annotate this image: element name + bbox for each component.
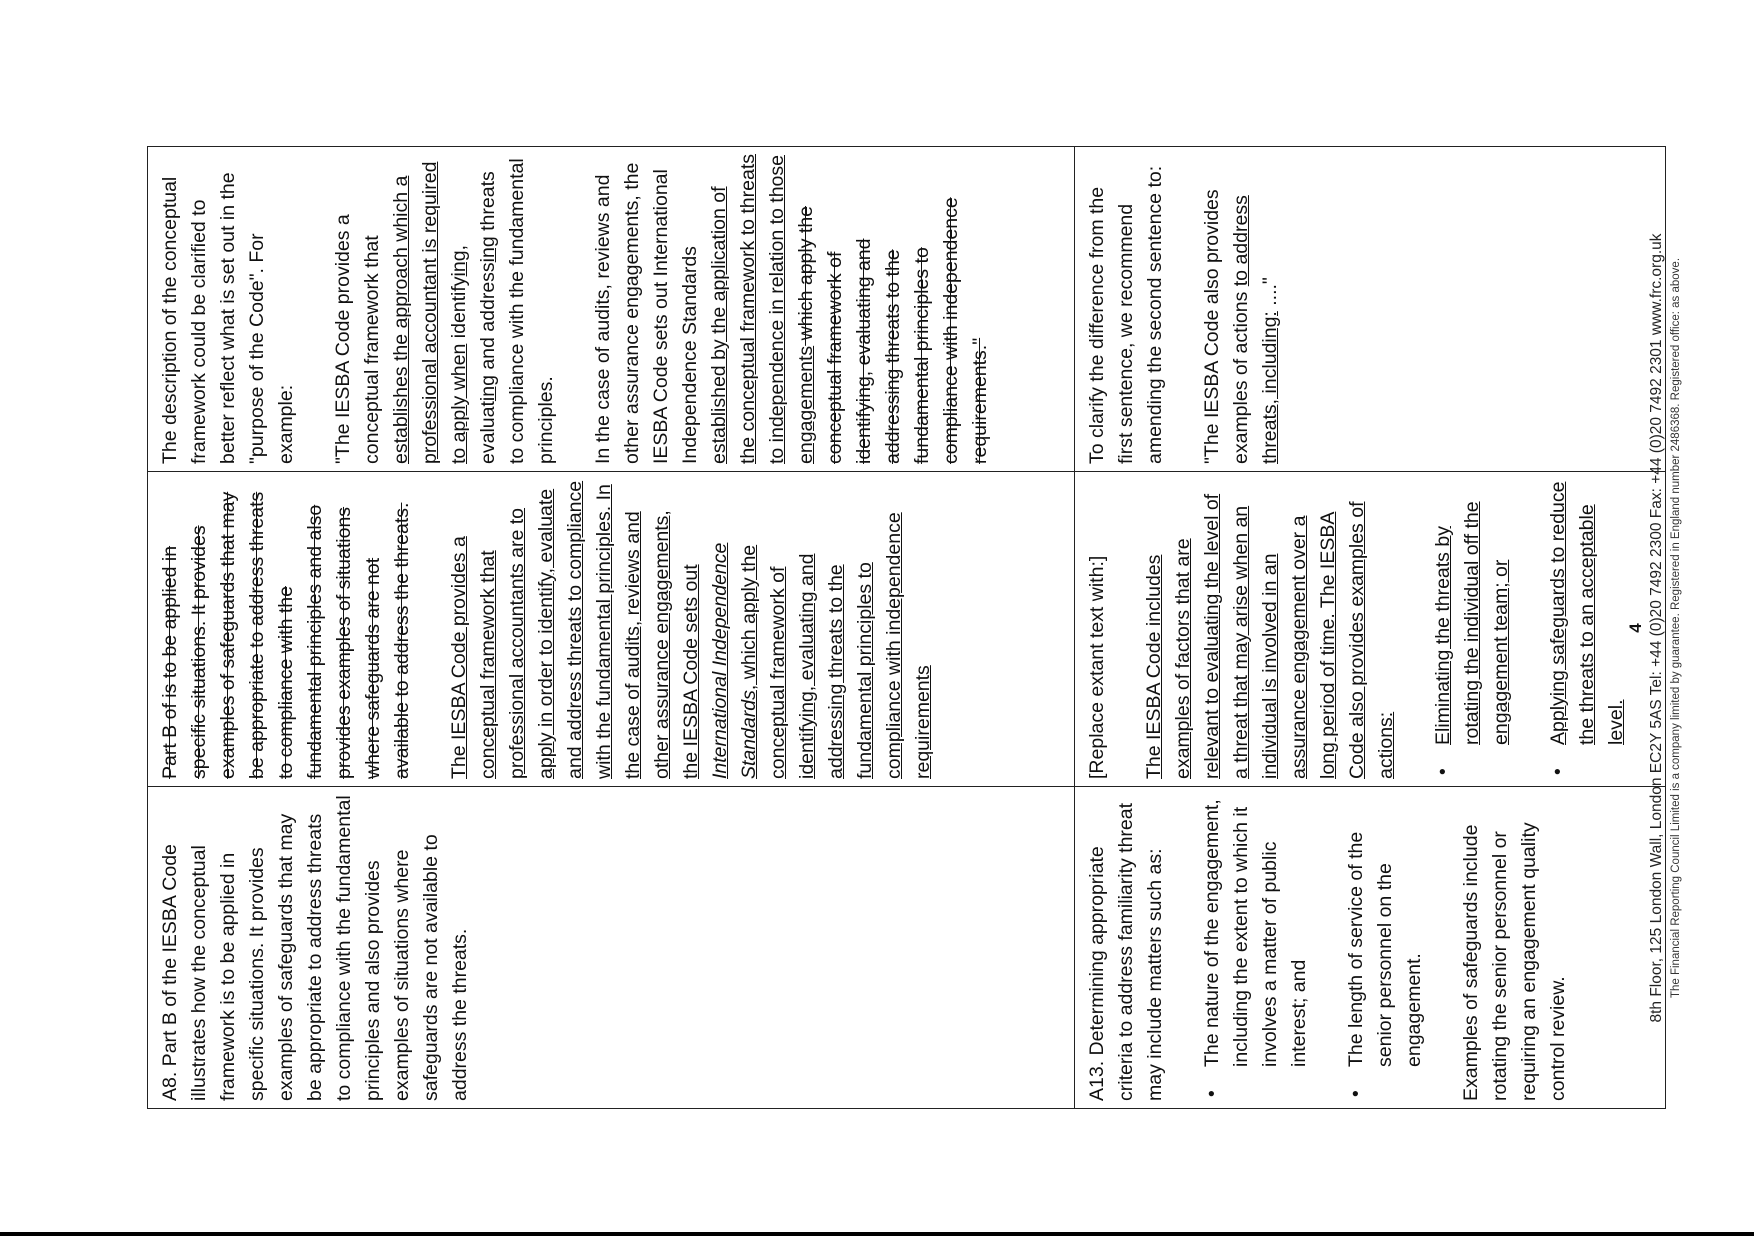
footer-registration: The Financial Reporting Council Limited is a company limited by guarantee. Registered in England number 2486368. Registered office: as above. (1670, 257, 1682, 999)
proposed-text-cell (1075, 472, 1666, 787)
suggested-wording: "The IESBA Code provides a conceptual framework that establishes the approach which a professional accountant is required to apply when identifying, evaluating and addressing threats to compliance with the fundamental principles. (332, 158, 557, 464)
bullet-icon: • (1432, 768, 1454, 775)
page-number: 4 (1626, 623, 1645, 633)
inserted-text: , which apply the conceptual framework of identifying, evaluating and addressing threats to the fundamental principles to compliance with independence requirements (738, 512, 934, 779)
inserted-text: established by the application of the conceptual framework to threats to independence in relation to those engagements (708, 154, 817, 464)
bullet-icon: • (1345, 1090, 1367, 1097)
extant-paragraph-a8: A8. Part B of the IESBA Code illustrates how the conceptual framework is to be applied in specific situations. It provides examples of safeguards that may be appropriate to address threats to compliance with the fundamental principles and also provides examples of situations where safeguards are not available to address the threats. (159, 795, 471, 1101)
inserted-italic-text: International Independence Standards (709, 542, 760, 779)
comment-paragraph: The description of the conceptual framework could be clarified to better reflect what is set out in the "purpose of the Code". For example: (159, 172, 297, 464)
footer-address: 8th Floor, 125 London Wall, London EC2Y 5AS Tel: +44 (0)20 7492 2300 Fax: +44 (0)20 7492 2301 www.frc.org.uk (1648, 233, 1665, 1023)
bullet-list (1429, 479, 1631, 779)
proposed-paragraph (156, 479, 417, 779)
comment-paragraph: To clarify the difference from the first sentence, we recommend amending the second sentence to: (1086, 165, 1166, 464)
bullet-icon: • (1547, 768, 1569, 775)
list-item: • Applying safeguards to reduce the threats to an acceptable level. (1544, 479, 1631, 779)
bullet-icon: • (1201, 1090, 1223, 1097)
extant-closing: Examples of safeguards include rotating the senior personnel or requiring an engagement quality control review. (1460, 822, 1569, 1101)
deleted-text: Part B of is to be applied in specific situations. It provides examples of safeguards that may be appropriate to address threats to compliance with the fundamental principles and also provides examples of situations where safeguards are not available to address the threats. (159, 491, 413, 779)
suggested-wording-continued: In the case of audits, reviews and other assurance engagements, the IESBA Code sets out International Independence Standards established by the application of the conceptual framework to threats to independence in relation to those engagements which apply the conceptual framework of identifying, evaluating and addressing threats to the fundamental principles to compliance with independence requirements." (592, 154, 991, 464)
comment-cell (1075, 147, 1666, 472)
extant-text-cell (148, 787, 1075, 1109)
proposed-insertion: The IESBA Code includes examples of factors that are relevant to evaluating the level of a threat that may arise when an individual is involved in an assurance engagement over a long period of time. The IESBA Code also provides examples of actions: (1143, 493, 1397, 779)
table-row (1075, 147, 1666, 1109)
deleted-text: which apply the conceptual framework of identifying, evaluating and addressing threats to the fundamental principles to compliance with independence requirements." (795, 197, 991, 464)
comments-table (147, 146, 1666, 1109)
page-footer (1626, 147, 1684, 1109)
scan-edge-divider (0, 1232, 1754, 1236)
bullet-list (1198, 794, 1429, 1101)
table-row (148, 147, 1075, 1109)
inserted-text: The IESBA Code provides a conceptual framework that professional accountants are to apply in order to identify, evaluate and address threats to compliance with the fundamental principles. In the case of audits, reviews and other assurance engagements, the IESBA Code sets out (448, 480, 702, 779)
comment-cell (148, 147, 1075, 472)
list-item: • The nature of the engagement, including the extent to which it involves a matter of public interest; and (1198, 794, 1314, 1101)
proposed-text-cell (148, 472, 1075, 787)
list-item: • Eliminating the threats by rotating the individual off the engagement team; or (1429, 479, 1516, 779)
extant-text-cell (1075, 787, 1666, 1109)
proposed-insertion (445, 479, 938, 779)
extant-paragraph-a13: A13. Determining appropriate criteria to address familiarity threat may include matters such as: (1086, 802, 1166, 1101)
list-item: • The length of service of the senior personnel on the engagement. (1342, 794, 1429, 1101)
replace-instruction: [Replace extant text with:] (1086, 555, 1108, 779)
suggested-wording: "The IESBA Code also provides examples of actions to address threats, including: ...." (1201, 189, 1281, 464)
